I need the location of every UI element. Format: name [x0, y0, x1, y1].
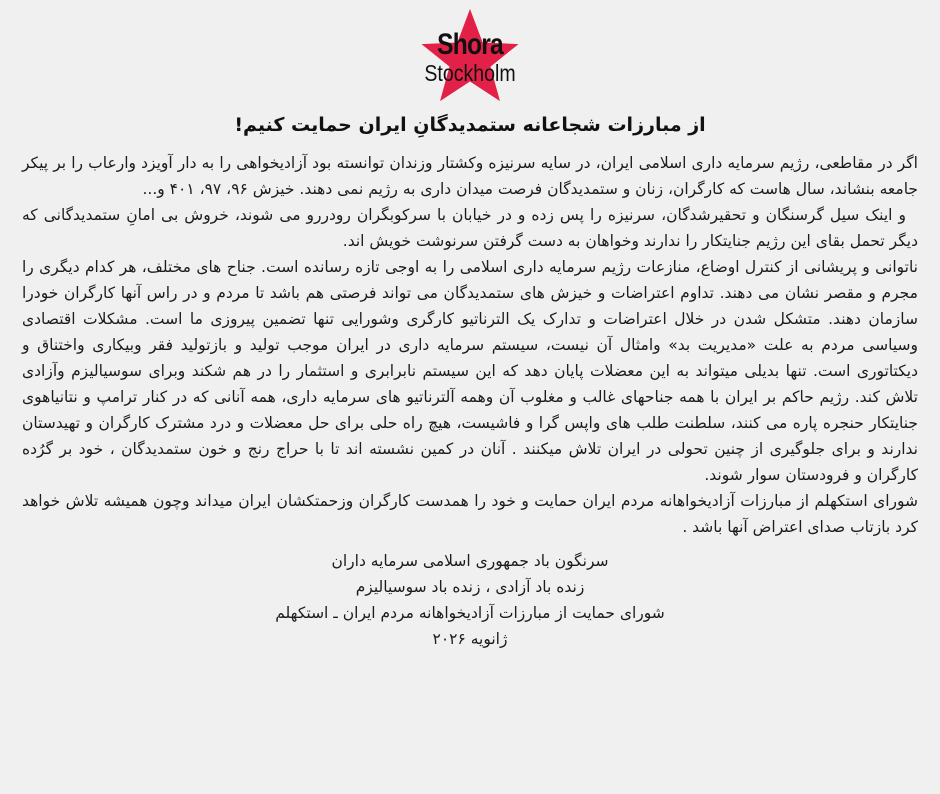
shora-stockholm-logo: [390, 6, 550, 104]
footer-slogan-2: زنده باد آزادی ، زنده باد سوسیالیزم: [355, 578, 585, 596]
paragraph-2: و اینک سیل گرسنگان و تحقیرشدگان، سرنیزه را پس زده و در خیابان با سرکوبگران رودررو می شوند، خروش بی امانِ ستمدیدگانی که دیگر تحمل بقای این رژیم جنایتکار را ندارند وخواهان به دست گرفتن سرنوشت خویش اند.: [22, 206, 918, 250]
paragraph-1: اگر در مقاطعی، رژیم سرمایه داری اسلامی ایران، در سایه سرنیزه وکشتار وزندان توانسته بود آزادیخواهی را به دار آویزد وارعاب را بر پیکر جامعه بنشاند، سال هاست که کارگران، زنان و ستمدیدگان فرصت میدان داری به رژیم نمی دهند. خیزش ۹۶، ۹۷، ۴۰۱ و...: [22, 154, 918, 198]
statement-body: [0, 150, 940, 540]
footer-organization: شورای حمایت از مبارزات آزادیخواهانه مردم ایران ـ استکهلم: [275, 604, 665, 622]
page-title: از مبارزات شجاعانه ستمدیدگانِ ایران حمایت کنیم!: [234, 114, 706, 136]
flyer-page: [0, 6, 940, 794]
signature-block: [0, 548, 940, 652]
paragraph-3: ناتوانی و پریشانی از کنترل اوضاع، منازعات رژیم سرمایه داری اسلامی را به اوجی تازه رسانده است. جناح های مختلف، هر کدام دیگری را مجرم و مقصر نشان می دهند. تداوم اعتراضات و خیزش های ستمدیدگان می تواند فرصتی هم باشد تا مردم و در راس آنها کارگران خودرا سازمان دهند. متشکل شدن در خلال اعتراضات و تدارک یک الترناتیو کارگری وشورایی تنها تضمین پیروزی ما است. مشکلات اقتصادی وسیاسی مردم به علت «مدیریت بد» وامثال آن نیست، سیستم سرمایه داری در ایران موجب تولید و بازتولید فقر وبیکاری واختناق و دیکتاتوری است. تنها بدیلی میتواند به این معضلات پایان دهد که این سیستم نابرابری و استثمار را در هم شکند وبرای سوسیالیزم وآزادی تلاش کند. رژیم حاکم بر ایران با همه جناحهای غالب و مغلوب آن وهمه آلترناتیو های سرمایه داری، همه آنانی که در کنار ترامپ و نتانیاهوی جنایتکار حنجره پاره می کنند، سلطنت طلب های واپس گرا و فاشیست، هیچ راه حلی برای حل معضلات و درد مشترک کارگران و تهیدستان ندارند و برای جلوگیری از چنین تحولی در ایران تلاش میکنند . آنان در کمین نشسته اند تا با حراج رنج و خون ستمدیدگان ، خود بر گرُده کارگران و فرودستان سوار شوند.: [22, 258, 918, 484]
logo-name-text: Shora: [437, 28, 503, 61]
footer-slogan-1: سرنگون باد جمهوری اسلامی سرمایه داران: [331, 552, 609, 570]
footer-date: ژانویه ۲۰۲۶: [432, 630, 508, 648]
paragraph-4: شورای استکهلم از مبارزات آزادیخواهانه مردم ایران حمایت و خود را همدست کارگران وزحمتکشان ایران میداند وچون همیشه تلاش خواهد کرد بازتاب صدای اعتراض آنها باشد .: [22, 492, 918, 536]
logo-city-text: Stockholm: [424, 60, 516, 86]
